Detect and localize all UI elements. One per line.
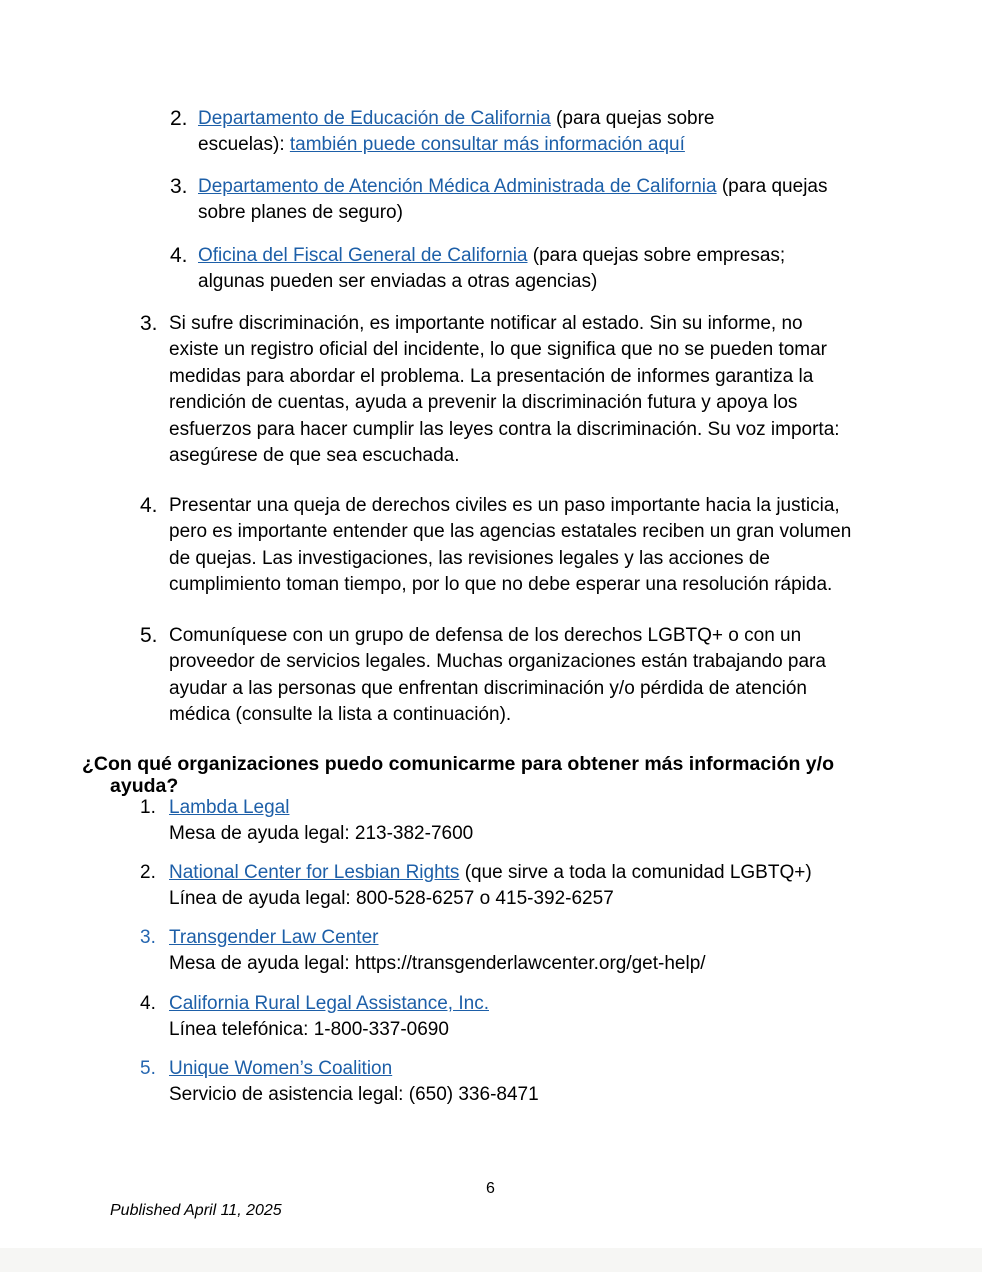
- sub-item-4-text: [198, 243, 898, 296]
- main-item-5-text: [169, 623, 889, 729]
- main-item-3-text: [169, 311, 889, 469]
- link-fiscal-general[interactable]: Oficina del Fiscal General de California: [198, 245, 528, 266]
- link-transgender-law-center[interactable]: Transgender Law Center: [169, 927, 379, 948]
- paragraph-line: medidas para abordar el problema. La presentación de informes garantiza la: [169, 365, 814, 387]
- paragraph-line: proveedor de servicios legales. Muchas organizaciones están trabajando para: [169, 651, 826, 673]
- link-departamento-atencion-medica[interactable]: Departamento de Atención Médica Administrada de California: [198, 176, 717, 197]
- paragraph-line: esfuerzos para hacer cumplir las leyes contra la discriminación. Su voz importa:: [169, 418, 840, 440]
- org-number: 5.: [140, 1058, 156, 1079]
- paragraph-line: médica (consulte la lista a continuación).: [169, 704, 512, 726]
- heading-line-2: ayuda?: [110, 775, 179, 797]
- sub-item-2-text: [198, 106, 898, 159]
- main-item-number: 4.: [140, 494, 158, 517]
- paragraph-line: Presentar una queja de derechos civiles es un paso importante hacia la justicia,: [169, 495, 840, 516]
- paragraph-line: rendición de cuentas, ayuda a prevenir la discriminación futura y apoya los: [169, 392, 798, 414]
- main-item-number: 5.: [140, 624, 158, 647]
- link-lambda-legal[interactable]: Lambda Legal: [169, 797, 290, 818]
- org-item-crla: [169, 991, 929, 1044]
- sub-item-text: (para quejas: [716, 176, 828, 197]
- org-item-unique-womens-coalition: [169, 1056, 929, 1109]
- page-number: 6: [486, 1180, 495, 1197]
- sub-item-text: escuelas):: [198, 134, 290, 156]
- heading-line-1: ¿Con qué organizaciones puedo comunicarme para obtener más información y/o: [82, 753, 834, 775]
- paragraph-line: existe un registro oficial del incidente, lo que significa que no se pueden tomar: [169, 339, 828, 361]
- main-item-number: 3.: [140, 312, 158, 335]
- page-bottom-edge: [0, 1248, 982, 1272]
- link-california-rural-legal-assistance[interactable]: California Rural Legal Assistance, Inc.: [169, 993, 489, 1014]
- org-number: 2.: [140, 862, 156, 883]
- link-unique-womens-coalition[interactable]: Unique Women’s Coalition: [169, 1058, 393, 1079]
- link-national-center-lesbian-rights[interactable]: National Center for Lesbian Rights: [169, 862, 460, 883]
- paragraph-line: cumplimiento toman tiempo, por lo que no debe esperar una resolución rápida.: [169, 574, 833, 596]
- paragraph-line: de quejas. Las investigaciones, las revisiones legales y las acciones de: [169, 547, 770, 569]
- paragraph-line: Comuníquese con un grupo de defensa de los derechos LGBTQ+ o con un: [169, 625, 802, 646]
- section-heading: [82, 753, 942, 797]
- org-number: 4.: [140, 993, 156, 1014]
- org-detail: Mesa de ayuda legal: https://transgenderlawcenter.org/get-help/: [169, 953, 706, 975]
- paragraph-line: asegúrese de que sea escuchada.: [169, 445, 460, 467]
- org-item-transgender-law-center: [169, 925, 929, 978]
- sub-item-text: (para quejas sobre: [550, 108, 715, 129]
- org-item-lambda-legal: [169, 795, 929, 848]
- published-date: Published April 11, 2025: [110, 1202, 282, 1219]
- link-departamento-educacion[interactable]: Departamento de Educación de California: [198, 108, 551, 129]
- org-detail: Servicio de asistencia legal: (650) 336-8471: [169, 1084, 539, 1106]
- sub-item-3-text: [198, 174, 898, 227]
- paragraph-line: ayudar a las personas que enfrentan discriminación y/o pérdida de atención: [169, 677, 807, 699]
- sub-item-number: 2.: [170, 107, 188, 130]
- sub-item-text: algunas pueden ser enviadas a otras agencias): [198, 271, 598, 293]
- org-suffix: (que sirve a toda la comunidad LGBTQ+): [459, 862, 812, 883]
- org-detail: Línea de ayuda legal: 800-528-6257 o 415-392-6257: [169, 888, 614, 910]
- org-number: 3.: [140, 927, 156, 948]
- sub-item-number: 4.: [170, 244, 188, 267]
- org-number: 1.: [140, 797, 156, 818]
- sub-item-text: (para quejas sobre empresas;: [527, 245, 786, 266]
- sub-item-text: sobre planes de seguro): [198, 202, 403, 224]
- org-detail: Mesa de ayuda legal: 213-382-7600: [169, 823, 474, 845]
- sub-item-number: 3.: [170, 175, 188, 198]
- org-detail: Línea telefónica: 1-800-337-0690: [169, 1019, 449, 1041]
- paragraph-line: pero es importante entender que las agencias estatales reciben un gran volumen: [169, 521, 852, 543]
- link-mas-informacion[interactable]: también puede consultar más información aquí: [289, 134, 685, 156]
- main-item-4-text: [169, 493, 889, 599]
- org-item-nclr: [169, 860, 929, 913]
- paragraph-line: Si sufre discriminación, es importante notificar al estado. Sin su informe, no: [169, 313, 803, 334]
